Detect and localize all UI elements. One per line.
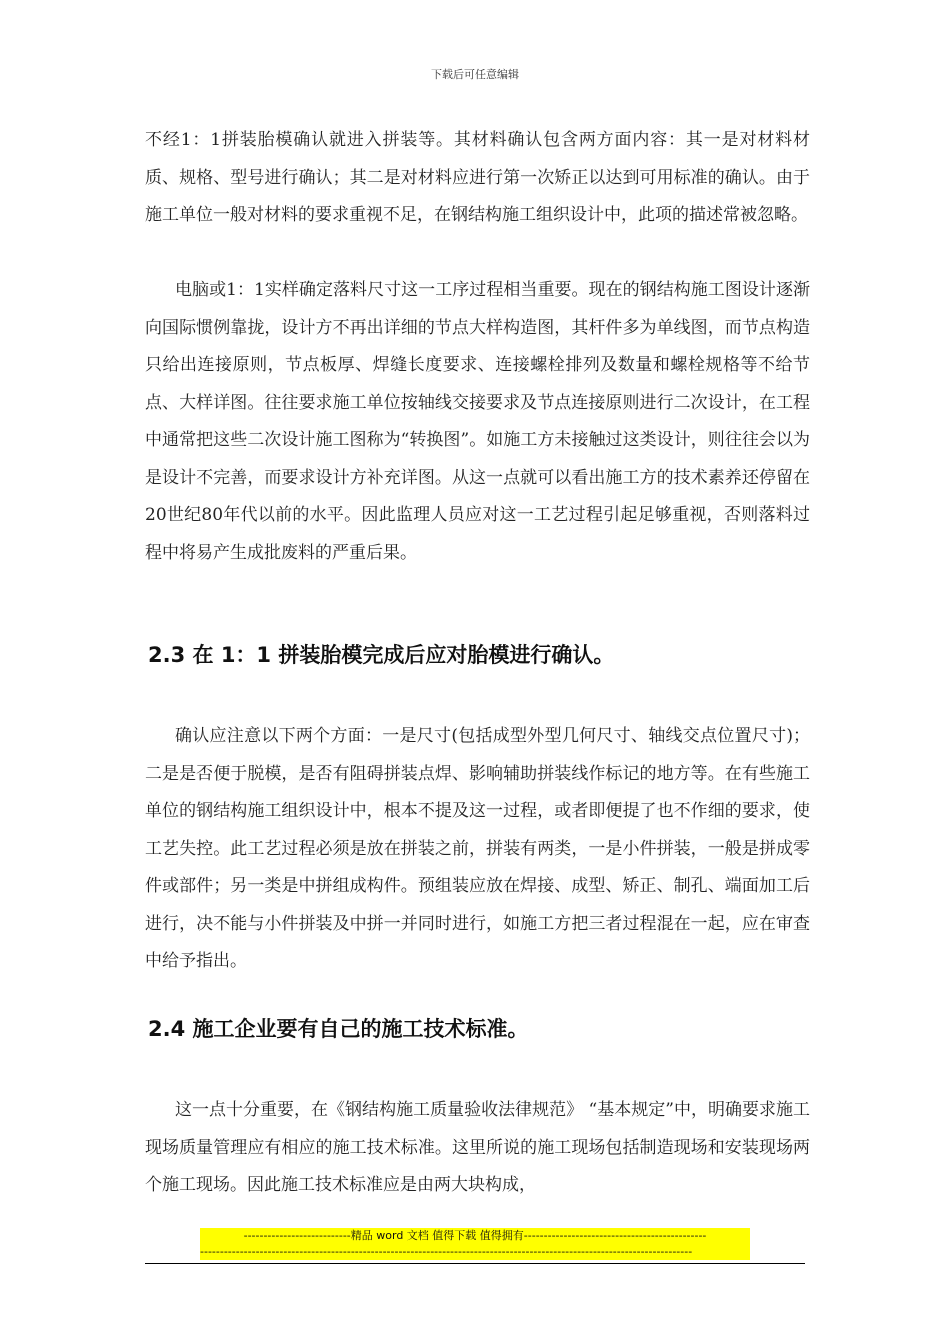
footer-banner-line1: ---------------------------精品 word 文档 值得下载 值得拥有---------------------------------------------- xyxy=(243,1229,707,1242)
heading-2-3: 2.3 在 1：1 拼装胎模完成后应对胎模进行确认。 xyxy=(148,643,615,667)
heading-2-4: 2.4 施工企业要有自己的施工技术标准。 xyxy=(148,1017,529,1041)
page-header: 下载后可任意编辑 xyxy=(431,68,519,81)
footer-banner xyxy=(200,1228,750,1260)
footer-banner-line2: ---------------------------------------------------------------------------------------------------------------------------- xyxy=(200,1245,693,1258)
paragraph-technical-standard: 这一点十分重要，在《钢结构施工质量验收法律规范》 “基本规定”中，明确要求施工现场质量管理应有相应的施工技术标准。这里所说的施工现场包括制造现场和安装现场两个施工现场。因此施工技术标准应是由两大块构成， xyxy=(145,1100,810,1195)
footer-divider xyxy=(145,1263,805,1264)
paragraph-material-confirmation: 不经1：1拼装胎模确认就进入拼装等。其材料确认包含两方面内容：其一是对材料材质、规格、型号进行确认；其二是对材料应进行第一次矫正以达到可用标准的确认。由于施工单位一般对材料的要求重视不足，在钢结构施工组织设计中，此项的描述常被忽略。 xyxy=(145,130,810,225)
paragraph-mold-confirmation: 确认应注意以下两个方面：一是尺寸(包括成型外型几何尺寸、轴线交点位置尺寸)；二是是否便于脱模，是否有阻碍拼装点焊、影响辅助拼装线作标记的地方等。在有些施工单位的钢结构施工组织设计中，根本不提及这一过程，或者即便提了也不作细的要求，使工艺失控。此工艺过程必须是放在拼装之前，拼装有两类，一是小件拼装，一般是拼成零件或部件；另一类是中拼组成构件。预组装应放在焊接、成型、矫正、制孔、端面加工后进行，决不能与小件拼装及中拼一并同时进行，如施工方把三者过程混在一起，应在审查中给予指出。 xyxy=(145,726,810,971)
paragraph-cutting-size: 电脑或1：1实样确定落料尺寸这一工序过程相当重要。现在的钢结构施工图设计逐渐向国际惯例靠拢，设计方不再出详细的节点大样构造图，其杆件多为单线图，而节点构造只给出连接原则，节点板厚、焊缝长度要求、连接螺栓排列及数量和螺栓规格等不给节点、大样详图。往往要求施工单位按轴线交接要求及节点连接原则进行二次设计，在工程中通常把这些二次设计施工图称为“转换图”。如施工方未接触过这类设计，则往往会以为是设计不完善，而要求设计方补充详图。从这一点就可以看出施工方的技术素养还停留在20世纪80年代以前的水平。因此监理人员应对这一工艺过程引起足够重视，否则落料过程中将易产生成批废料的严重后果。 xyxy=(145,280,810,563)
